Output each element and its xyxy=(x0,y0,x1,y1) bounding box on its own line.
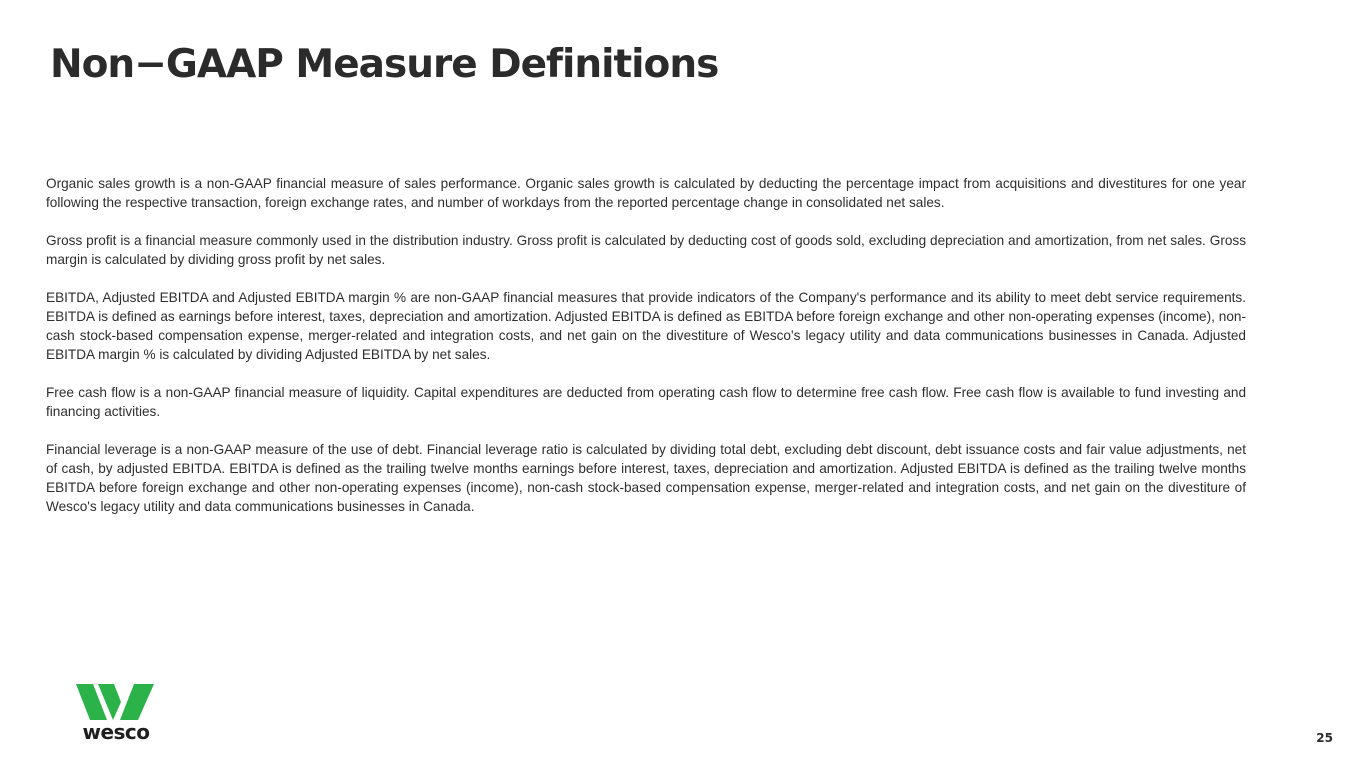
wesco-wordmark: wesco xyxy=(82,720,150,744)
wesco-logo xyxy=(76,684,156,746)
page-title: Non−GAAP Measure Definitions xyxy=(50,42,719,87)
paragraph-organic-sales-growth: Organic sales growth is a non-GAAP financial measure of sales performance. Organic sales growth is calculated by deducting the percentage impact from acquisitions and divestitures for one year following the respective transaction, foreign exchange rates, and number of workdays from the reported percentage change in consolidated net sales. xyxy=(46,176,1246,210)
definitions-body xyxy=(46,174,1246,535)
wesco-w-mark-icon xyxy=(76,684,156,720)
paragraph-ebitda: EBITDA, Adjusted EBITDA and Adjusted EBITDA margin % are non-GAAP financial measures that provide indicators of the Company's performance and its ability to meet debt service requirements. EBITDA is defined as earnings before interest, taxes, depreciation and amortization. Adjusted EBITDA is defined as EBITDA before foreign exchange and other non-operating expenses (income), non-cash stock-based compensation expense, merger-related and integration costs, and net gain on the divestiture of Wesco's legacy utility and data communications businesses in Canada. Adjusted EBITDA margin % is calculated by dividing Adjusted EBITDA by net sales. xyxy=(46,290,1246,362)
page-number: 25 xyxy=(1316,731,1333,745)
paragraph-gross-profit: Gross profit is a financial measure commonly used in the distribution industry. Gross profit is calculated by deducting cost of goods sold, excluding depreciation and amortization, from net sales. Gross margin is calculated by dividing gross profit by net sales. xyxy=(46,233,1246,267)
paragraph-financial-leverage: Financial leverage is a non-GAAP measure of the use of debt. Financial leverage ratio is calculated by dividing total debt, excluding debt discount, debt issuance costs and fair value adjustments, net of cash, by adjusted EBITDA. EBITDA is defined as the trailing twelve months earnings before interest, taxes, depreciation and amortization. Adjusted EBITDA is defined as the trailing twelve months EBITDA before foreign exchange and other non-operating expenses (income), non-cash stock-based compensation expense, merger-related and integration costs, and net gain on the divestiture of Wesco's legacy utility and data communications businesses in Canada. xyxy=(46,442,1246,514)
paragraph-free-cash-flow: Free cash flow is a non-GAAP financial measure of liquidity. Capital expenditures are deducted from operating cash flow to determine free cash flow. Free cash flow is available to fund investing and financing activities. xyxy=(46,385,1246,419)
